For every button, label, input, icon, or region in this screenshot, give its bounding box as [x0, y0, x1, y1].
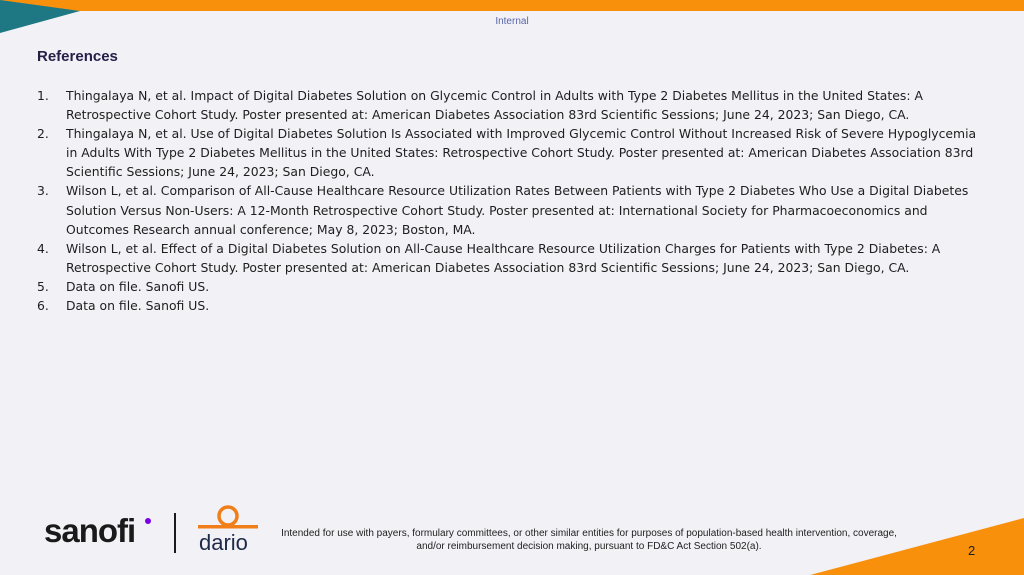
dario-logo-mark-icon [198, 503, 258, 533]
dario-logo: dario [199, 530, 248, 555]
sanofi-logo: sanofi [44, 512, 136, 549]
reference-number: 3. [37, 183, 49, 199]
reference-text: Thingalaya N, et al. Impact of Digital Diabetes Solution on Glycemic Control in Adults with Type 2 Diabetes Mellitus in the United States: A Retrospective Cohort Study. Poster presented at: American Diabetes Association 83rd Scientific Sessions; June 24, 2023; San Diego, CA. [66, 88, 923, 123]
sanofi-logo-dot [145, 518, 151, 524]
reference-text: Wilson L, et al. Effect of a Digital Diabetes Solution on All-Cause Healthcare Resource Utilization Charges for Patients with Type 2 Diabetes: A Retrospective Cohort Study. Poster presented at: American Diabetes Association 83rd Scientific Sessions; June 24, 2023; San Diego, CA. [66, 240, 941, 275]
reference-number: 4. [37, 240, 49, 256]
page-title: References [37, 48, 118, 65]
classification-label: Internal [495, 16, 529, 27]
reference-number: 2. [37, 126, 49, 142]
reference-text: Data on file. Sanofi US. [66, 278, 210, 294]
reference-text: Wilson L, et al. Comparison of All-Cause Healthcare Resource Utilization Rates Between Patients with Type 2 Diabetes Who Use a Digital Diabetes Solution Versus Non-Users: A 12-Month Retrospective Cohort Study. Poster presented at: International Society for Pharmacoeconomics and Outcomes Research annual conference; May 8, 2023; Boston, MA. [66, 183, 969, 237]
page-number: 2 [968, 543, 976, 558]
reference-number: 5. [37, 278, 49, 294]
reference-text: Data on file. Sanofi US. [66, 298, 210, 314]
logo-divider [174, 513, 176, 553]
reference-number: 1. [37, 88, 49, 103]
disclaimer-text: Intended for use with payers, formulary committees, or other similar entities for purposes of population-based health intervention, coverage, and/or reimbursement decision making, pursuant to FD&C Act Section 502(a). [281, 528, 897, 552]
reference-text: Thingalaya N, et al. Use of Digital Diabetes Solution Is Associated with Improved Glycemic Control Without Increased Risk of Severe Hypoglycemia in Adults With Type 2 Diabetes Mellitus in the United States: Retrospective Cohort Study. Poster presented at: American Diabetes Association 83rd Scientific Sessions; June 24, 2023; San Diego, CA. [66, 126, 977, 180]
reference-number: 6. [37, 298, 49, 314]
